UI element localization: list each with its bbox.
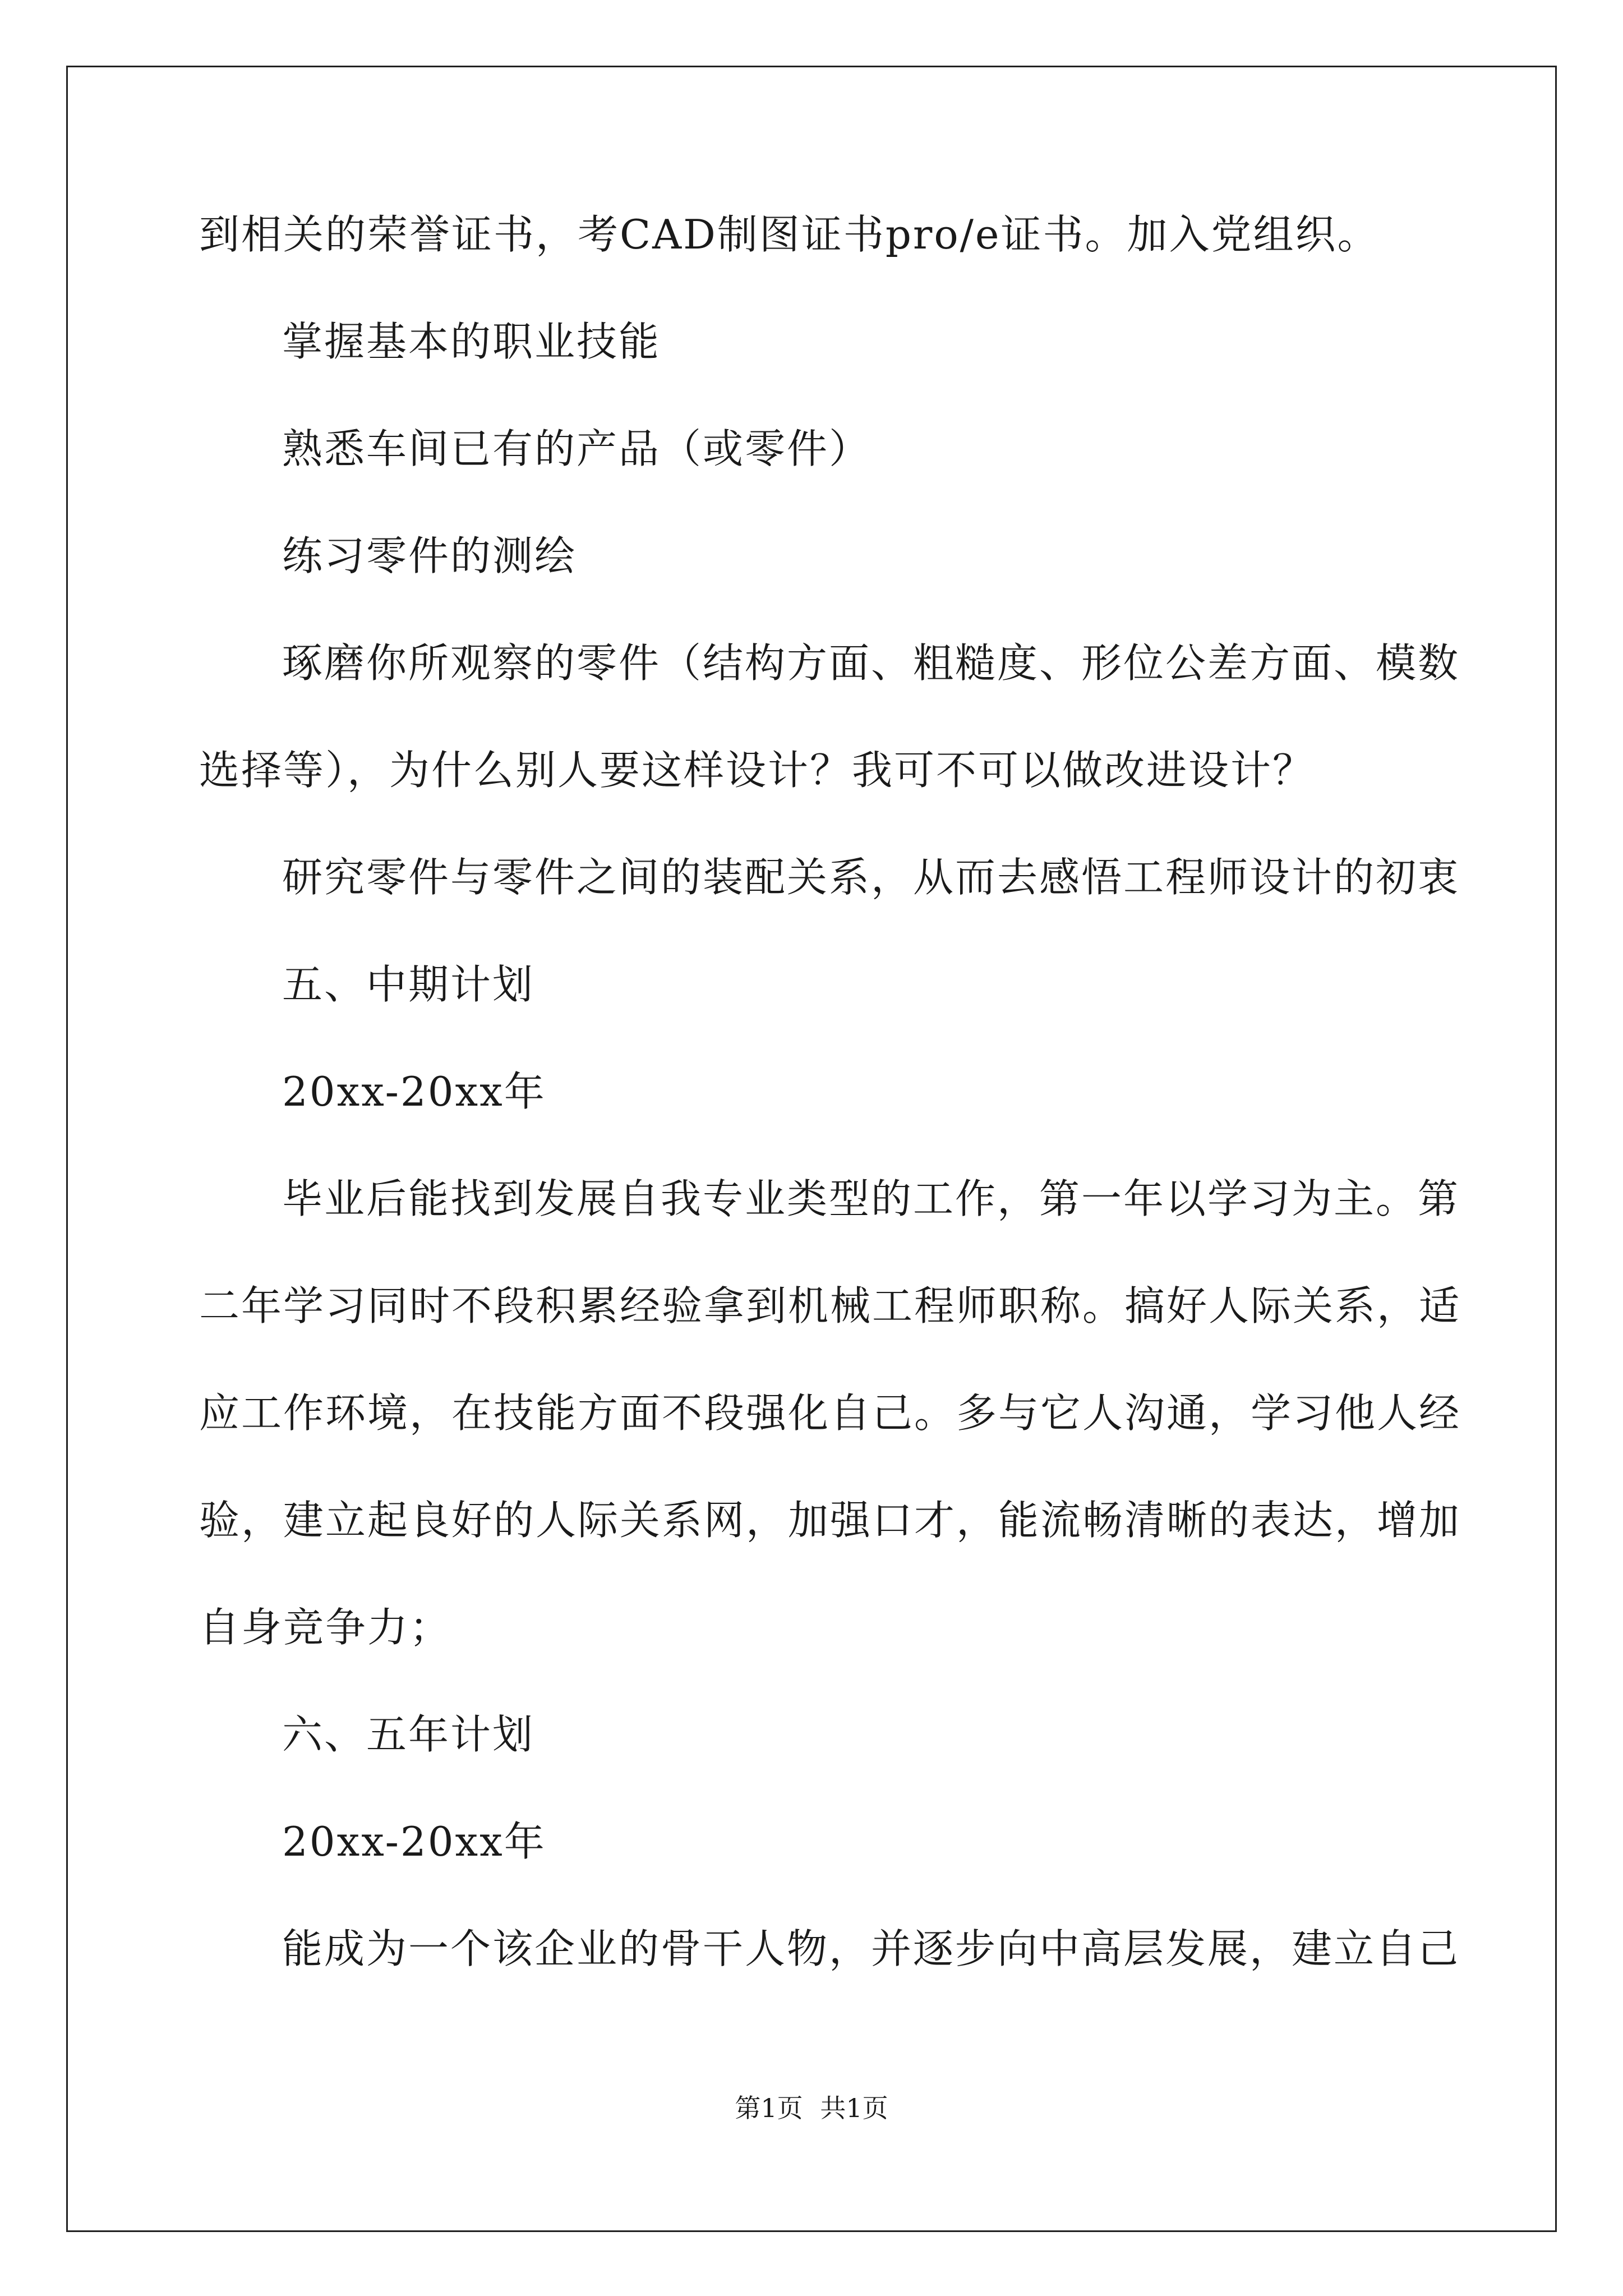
paragraph-line: 研究零件与零件之间的装配关系，从而去感悟工程师设计的初衷 xyxy=(282,854,1460,901)
paragraph-line: 二年学习同时不段积累经验拿到机械工程师职称。搞好人际关系，适 xyxy=(199,1282,1461,1329)
section-heading: 五、中期计划 xyxy=(282,961,535,1008)
paragraph-line: 毕业后能找到发展自我专业类型的工作，第一年以学习为主。第 xyxy=(282,1175,1460,1222)
paragraph-line: 自身竞争力； xyxy=(199,1604,452,1651)
paragraph-line: 选择等），为什么别人要这样设计？我可不可以做改进设计？ xyxy=(199,747,1315,794)
page-footer xyxy=(0,2091,1623,2125)
paragraph-line: 验，建立起良好的人际关系网，加强口才，能流畅清晰的表达，增加 xyxy=(199,1497,1461,1544)
paragraph-line: 琢磨你所观察的零件（结构方面、粗糙度、形位公差方面、模数 xyxy=(282,639,1460,687)
paragraph-line: 掌握基本的职业技能 xyxy=(282,318,661,365)
page-total: 共1页 xyxy=(820,2093,888,2123)
paragraph-line: 练习零件的测绘 xyxy=(282,532,577,579)
page-number: 第1页 xyxy=(735,2093,803,2123)
paragraph-line: 应工作环境，在技能方面不段强化自己。多与它人沟通，学习他人经 xyxy=(199,1389,1461,1437)
paragraph-line: 熟悉车间已有的产品（或零件） xyxy=(282,425,872,472)
year-range: 20xx-20xx年 xyxy=(282,1068,546,1115)
document-body xyxy=(199,208,1461,1976)
year-range: 20xx-20xx年 xyxy=(282,1818,546,1865)
paragraph-line: 到相关的荣誉证书，考CAD制图证书pro/e证书。加入党组织。 xyxy=(199,211,1380,258)
section-heading: 六、五年计划 xyxy=(282,1711,535,1758)
paragraph-line: 能成为一个该企业的骨干人物，并逐步向中高层发展，建立自己 xyxy=(282,1925,1460,1972)
